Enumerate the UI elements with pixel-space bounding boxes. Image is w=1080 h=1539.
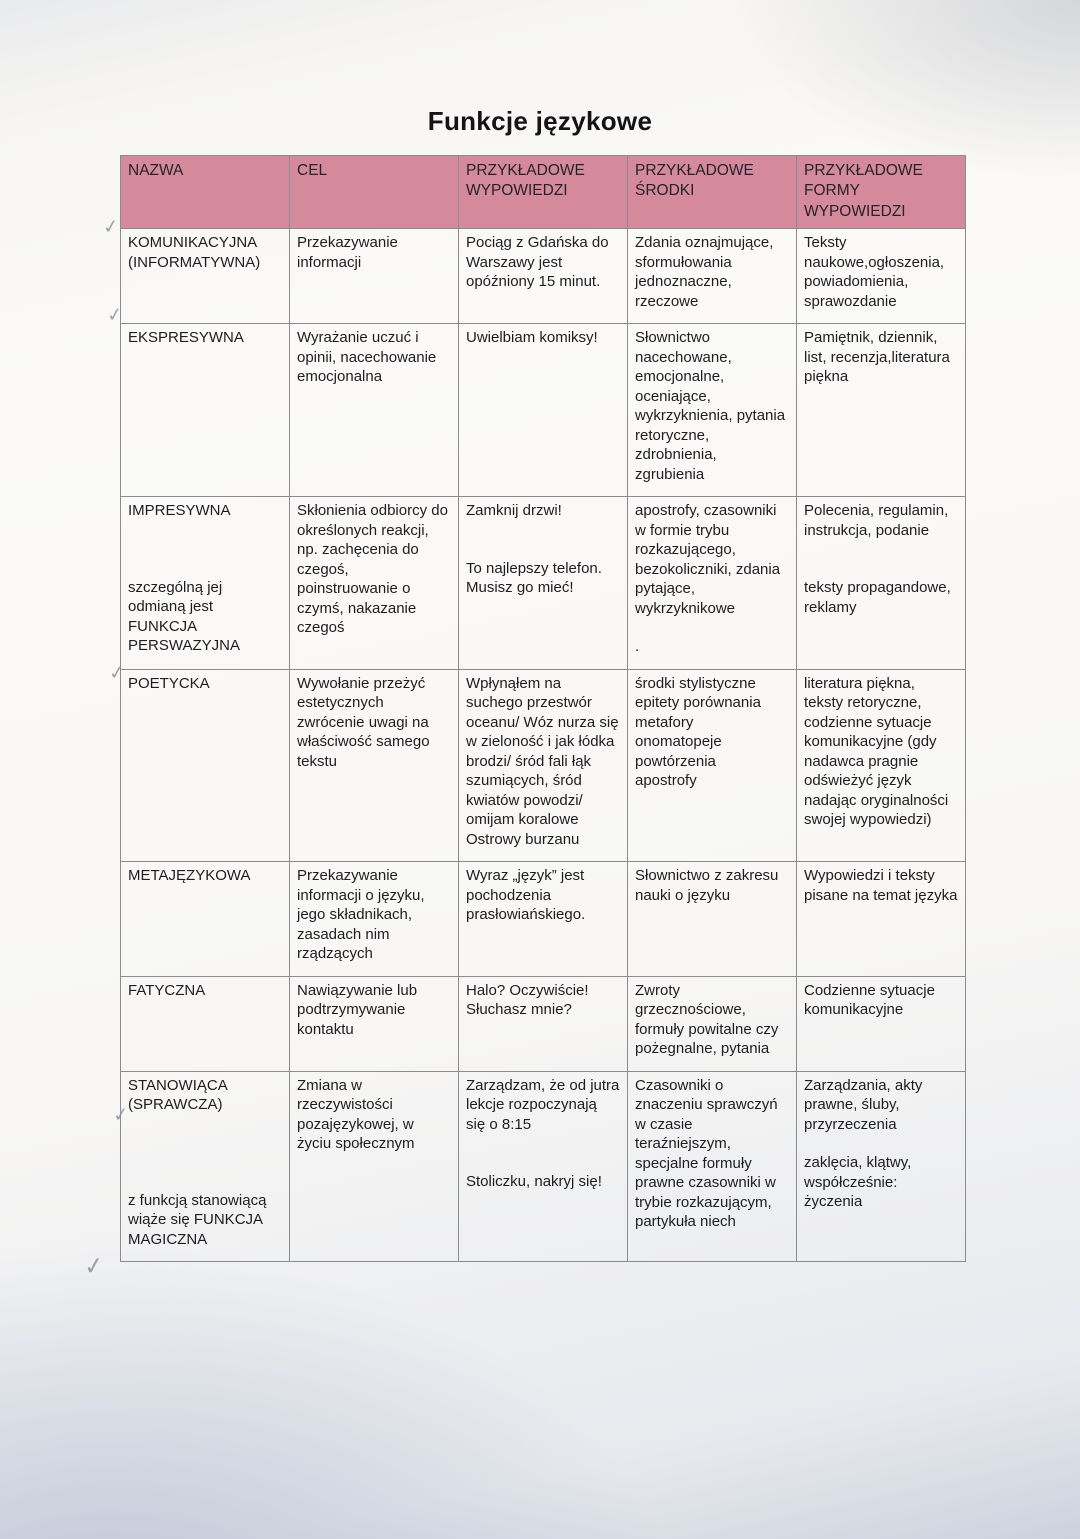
- table-cell: Wyrażanie uczuć i opinii, nacechowanie emocjonalna: [290, 324, 459, 497]
- table-cell: STANOWIĄCA (SPRAWCZA) z funkcją stanowiącą wiąże się FUNKCJA MAGICZNA: [121, 1071, 290, 1262]
- table-cell: Nawiązywanie lub podtrzymywanie kontaktu: [290, 976, 459, 1071]
- table-row: [121, 669, 966, 862]
- table-cell: Zamknij drzwi! To najlepszy telefon. Musisz go mieć!: [459, 497, 628, 670]
- table-cell: IMPRESYWNA szczególną jej odmianą jest FUNKCJA PERSWAZYJNA: [121, 497, 290, 670]
- language-functions-table-wrap: [120, 155, 966, 1262]
- table-cell: METAJĘZYKOWA: [121, 862, 290, 977]
- table-row: [121, 229, 966, 324]
- header-cell: CEL: [290, 156, 459, 229]
- table-cell: Zdania oznajmujące, sformułowania jednoznaczne, rzeczowe: [628, 229, 797, 324]
- table-cell: Wywołanie przeżyć estetycznych zwrócenie uwagi na właściwość samego tekstu: [290, 669, 459, 862]
- table-row: [121, 497, 966, 670]
- table-cell: Przekazywanie informacji: [290, 229, 459, 324]
- table-cell: apostrofy, czasowniki w formie trybu rozkazującego, bezokoliczniki, zdania pytające, wykrzyknikowe .: [628, 497, 797, 670]
- table-cell: Czasowniki o znaczeniu sprawczyń w czasie teraźniejszym, specjalne formuły prawne czasowniki w trybie rozkazującym, partykuła niech: [628, 1071, 797, 1262]
- table-row: [121, 324, 966, 497]
- table-cell: Zarządzania, akty prawne, śluby, przyrzeczenia zaklęcia, klątwy, współcześnie: życzenia: [797, 1071, 966, 1262]
- table-cell: Zmiana w rzeczywistości pozajęzykowej, w życiu społecznym: [290, 1071, 459, 1262]
- table-cell: Pamiętnik, dziennik, list, recenzja,literatura piękna: [797, 324, 966, 497]
- checkmark-icon: ✓: [111, 1103, 131, 1128]
- table-head: [121, 156, 966, 229]
- table-cell: EKSPRESYWNA: [121, 324, 290, 497]
- table-cell: Uwielbiam komiksy!: [459, 324, 628, 497]
- table-cell: Słownictwo nacechowane, emocjonalne, oceniające, wykrzyknienia, pytania retoryczne, zdrobnienia, zgrubienia: [628, 324, 797, 497]
- table-cell: Słownictwo z zakresu nauki o języku: [628, 862, 797, 977]
- table-cell: FATYCZNA: [121, 976, 290, 1071]
- page-title: Funkcje językowe: [427, 106, 653, 136]
- table-cell: POETYCKA: [121, 669, 290, 862]
- table-cell: literatura piękna, teksty retoryczne, codzienne sytuacje komunikacyjne (gdy nadawca pragnie odświeżyć język nadając oryginalności swojej wypowiedzi): [797, 669, 966, 862]
- table-row: [121, 976, 966, 1071]
- header-cell: PRZYKŁADOWE WYPOWIEDZI: [459, 156, 628, 229]
- checkmark-icon: ✓: [107, 661, 127, 686]
- table-cell: Codzienne sytuacje komunikacyjne: [797, 976, 966, 1071]
- table-cell: Wyraz „język” jest pochodzenia prasłowiańskiego.: [459, 862, 628, 977]
- table-cell: Pociąg z Gdańska do Warszawy jest opóźniony 15 minut.: [459, 229, 628, 324]
- table-cell: Polecenia, regulamin, instrukcja, podanie teksty propagandowe, reklamy: [797, 497, 966, 670]
- table-cell: Przekazywanie informacji o języku, jego składnikach, zasadach nim rządzących: [290, 862, 459, 977]
- header-cell: PRZYKŁADOWE FORMY WYPOWIEDZI: [797, 156, 966, 229]
- table-cell: Zarządzam, że od jutra lekcje rozpoczynają się o 8:15 Stoliczku, nakryj się!: [459, 1071, 628, 1262]
- header-cell: NAZWA: [121, 156, 290, 229]
- table-cell: Skłonienia odbiorcy do określonych reakcji, np. zachęcenia do czegoś, poinstruowanie o czymś, nakazanie czegoś: [290, 497, 459, 670]
- header-cell: PRZYKŁADOWE ŚRODKI: [628, 156, 797, 229]
- header-row: [121, 156, 966, 229]
- table-body: [121, 229, 966, 1262]
- checkmark-icon: ✓: [105, 303, 125, 328]
- checkmark-icon: ✓: [101, 215, 121, 240]
- table-cell: KOMUNIKACYJNA (INFORMATYWNA): [121, 229, 290, 324]
- language-functions-table: [120, 155, 966, 1262]
- checkmark-icon: ✓: [82, 1251, 106, 1282]
- table-cell: Halo? Oczywiście! Słuchasz mnie?: [459, 976, 628, 1071]
- table-cell: Wypowiedzi i teksty pisane na temat języka: [797, 862, 966, 977]
- table-cell: Wpłynąłem na suchego przestwór oceanu/ Wóz nurza się w zieloność i jak łódka brodzi/ śród fali łąk szumiących, śród kwiatów powodzi/ omijam koralowe Ostrowy burzanu: [459, 669, 628, 862]
- table-cell: środki stylistyczne epitety porównania metafory onomatopeje powtórzenia apostrofy: [628, 669, 797, 862]
- table-cell: Teksty naukowe,ogłoszenia, powiadomienia, sprawozdanie: [797, 229, 966, 324]
- table-row: [121, 862, 966, 977]
- table-cell: Zwroty grzecznościowe, formuły powitalne czy pożegnalne, pytania: [628, 976, 797, 1071]
- table-row: [121, 1071, 966, 1262]
